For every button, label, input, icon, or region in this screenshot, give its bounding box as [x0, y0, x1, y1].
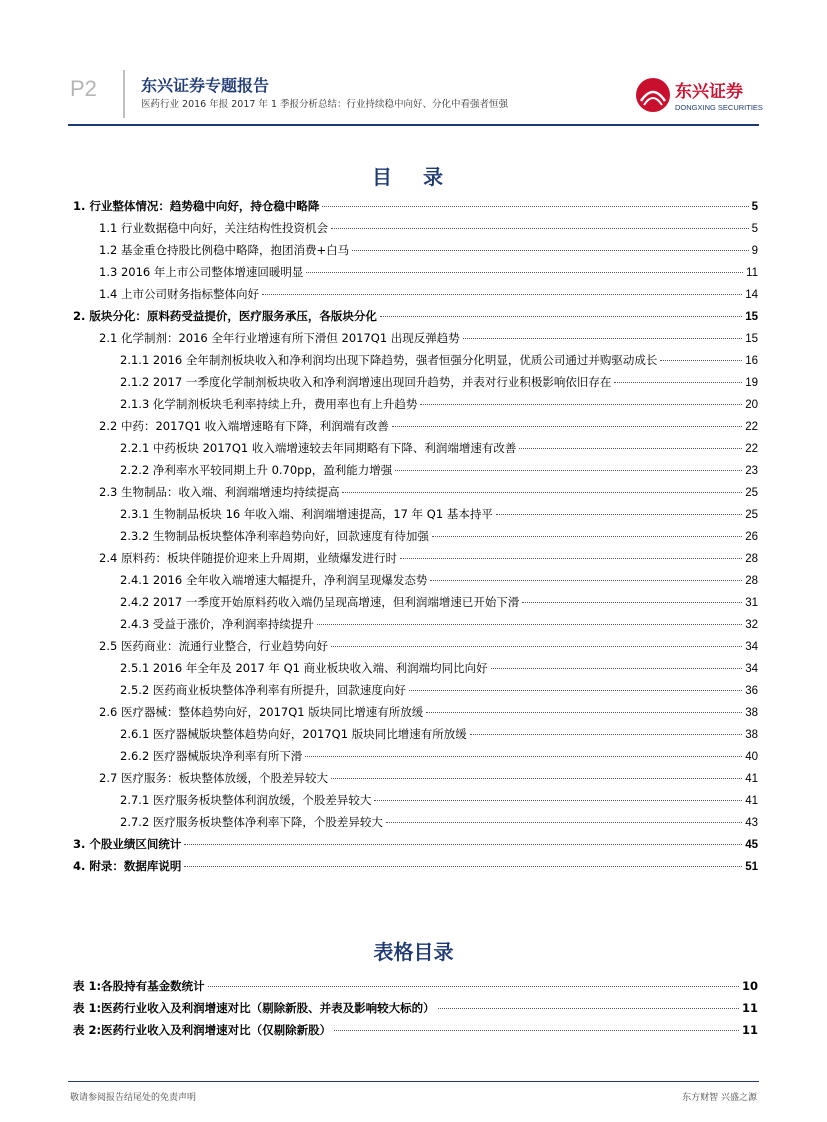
toc-page-number: 41 — [745, 795, 758, 807]
toc-leader-dots — [496, 502, 742, 515]
logo-text: 东兴证券 — [675, 82, 743, 102]
toc-page-number: 36 — [745, 685, 758, 697]
toc-leader-dots — [614, 370, 742, 383]
toc-leader-dots — [432, 524, 742, 537]
toc-page-number: 22 — [745, 421, 758, 433]
toc-entry[interactable] — [73, 415, 758, 437]
logo-subtext: DONGXING SECURITIES — [675, 103, 763, 112]
toc-leader-dots — [400, 546, 742, 559]
toc-page-number: 41 — [745, 773, 758, 785]
toc-page-number: 5 — [751, 223, 758, 235]
footer-rule — [68, 1081, 759, 1082]
toc-leader-dots — [430, 568, 742, 581]
toc-entry-text: 表 1:各股持有基金数统计 — [73, 979, 205, 993]
toc-page-number: 20 — [745, 399, 758, 411]
header-rule — [68, 124, 759, 126]
toc-entry-text: 1.4 上市公司财务指标整体向好 — [99, 287, 259, 301]
toc-entry-text: 2.7.2 医疗服务板块整体净利率下降，个股差异较大 — [120, 815, 383, 829]
toc-entry-text: 2.2.2 净利率水平较同期上升 0.70pp，盈利能力增强 — [120, 463, 393, 477]
toc-leader-dots — [305, 744, 742, 757]
header-divider — [123, 70, 125, 118]
toc-leader-dots — [342, 480, 742, 493]
page-number: P2 — [70, 76, 97, 101]
toc-entry-text: 2.7 医疗服务：板块整体放缓，个股差异较大 — [99, 771, 328, 785]
toc-page-number: 26 — [745, 531, 758, 543]
report-title: 东兴证券专题报告 — [141, 76, 270, 95]
toc-entry[interactable] — [73, 723, 758, 745]
toc-entry[interactable] — [73, 261, 758, 283]
toc-leader-dots — [392, 414, 742, 427]
toc-entry[interactable] — [73, 833, 758, 855]
toc-leader-dots — [380, 304, 742, 317]
toc-entry-text: 2.1.2 2017 一季度化学制剂板块收入和净利润增速出现回升趋势，并表对行业积极影响依旧存在 — [120, 375, 612, 389]
toc-entry[interactable] — [73, 591, 758, 613]
toc-entry-text: 2.5.2 医药商业板块整体净利率有所提升，回款速度向好 — [120, 683, 406, 697]
toc-leader-dots — [426, 700, 742, 713]
toc-entry[interactable] — [73, 195, 758, 217]
toc-leader-dots — [386, 810, 742, 823]
toc-entry-text: 表 2:医药行业收入及利润增速对比（仅剔除新股） — [73, 1023, 332, 1037]
toc-entry[interactable] — [73, 635, 758, 657]
toc-page-number: 38 — [745, 707, 758, 719]
toc-entry[interactable] — [73, 437, 758, 459]
toc-entry[interactable] — [73, 855, 758, 877]
toc-entry-text: 2.4.3 受益于涨价，净利润率持续提升 — [120, 617, 314, 631]
toc-page-number: 25 — [745, 509, 758, 521]
toc-leader-dots — [317, 612, 742, 625]
toc-entry-text: 4. 附录：数据库说明 — [73, 859, 182, 873]
toc-entry[interactable] — [73, 997, 758, 1019]
toc-entry-text: 1.1 行业数据稳中向好，关注结构性投资机会 — [99, 221, 328, 235]
toc-entry[interactable] — [73, 525, 758, 547]
toc-leader-dots — [331, 634, 742, 647]
toc-entry-text: 1. 行业整体情况：趋势稳中向好，持仓稳中略降 — [73, 199, 320, 213]
toc-entry[interactable] — [73, 1019, 758, 1041]
toc-entry[interactable] — [73, 767, 758, 789]
table-of-contents — [73, 195, 758, 877]
toc-leader-dots — [519, 436, 742, 449]
toc-entry-text: 2.4 原料药：板块伴随提价迎来上升周期，业绩爆发进行时 — [99, 551, 397, 565]
toc-page-number: 9 — [751, 245, 758, 257]
toc-page-number: 40 — [745, 751, 758, 763]
toc-page-number: 5 — [751, 201, 758, 213]
footer-slogan: 东方财智 兴盛之源 — [682, 1093, 757, 1103]
toc-entry-text: 2.7.1 医疗服务板块整体利润放缓，个股差异较大 — [120, 793, 372, 807]
toc-entry-text: 2. 版块分化：原料药受益提价，医疗服务承压，各版块分化 — [73, 309, 377, 323]
toc-leader-dots — [184, 832, 742, 845]
toc-entry[interactable] — [73, 613, 758, 635]
toc-page-number: 11 — [746, 267, 758, 279]
toc-leader-dots — [331, 766, 742, 779]
toc-entry-text: 2.2.1 中药板块 2017Q1 收入端增速较去年同期略有下降、利润端增速有改善 — [120, 441, 517, 455]
toc-entry[interactable] — [73, 305, 758, 327]
toc-page-number: 23 — [745, 465, 758, 477]
toc-page-number: 16 — [745, 355, 758, 367]
toc-page-number: 22 — [745, 443, 758, 455]
toc-leader-dots — [322, 194, 748, 207]
toc-page-number: 11 — [741, 1023, 758, 1037]
toc-leader-dots — [470, 722, 742, 735]
toc-entry[interactable] — [73, 217, 758, 239]
toc-entry[interactable] — [73, 327, 758, 349]
toc-leader-dots — [395, 458, 742, 471]
toc-page-number: 10 — [741, 979, 758, 993]
toc-entry-text: 2.3.2 生物制品板块整体净利率趋势向好，回款速度有待加强 — [120, 529, 429, 543]
toc-entry-text: 2.1 化学制剂：2016 全年行业增速有所下滑但 2017Q1 出现反弹趋势 — [99, 331, 460, 345]
toc-entry[interactable] — [73, 657, 758, 679]
toc-leader-dots — [184, 854, 742, 867]
toc-entry[interactable] — [73, 393, 758, 415]
toc-page-number: 51 — [745, 861, 758, 873]
toc-leader-dots — [262, 282, 742, 295]
toc-leader-dots — [334, 1018, 739, 1031]
toc-page-number: 15 — [745, 333, 758, 345]
toc-leader-dots — [306, 260, 743, 273]
toc-leader-dots — [438, 996, 739, 1009]
toc-entry-text: 2.3.1 生物制品板块 16 年收入端、利润端增速提高，17 年 Q1 基本持平 — [120, 507, 493, 521]
toc-page-number: 34 — [745, 641, 758, 653]
toc-entry-text: 2.6.2 医疗器械版块净利率有所下滑 — [120, 749, 303, 763]
toc-entry[interactable] — [73, 975, 758, 997]
table-of-tables — [73, 975, 758, 1041]
logo-emblem-icon — [636, 78, 670, 112]
toc-leader-dots — [491, 656, 743, 669]
toc-entry[interactable] — [73, 701, 758, 723]
toc-leader-dots — [660, 348, 742, 361]
toc-page-number: 43 — [745, 817, 758, 829]
toc-entry-text: 2.1.1 2016 全年制剂板块收入和净利润均出现下降趋势，强者恒强分化明显，优质公司通过并购驱动成长 — [120, 353, 658, 367]
toc-page-number: 32 — [745, 619, 758, 631]
toc-entry-text: 1.3 2016 年上市公司整体增速回暖明显 — [99, 265, 304, 279]
toc-page-number: 34 — [745, 663, 758, 675]
toc-leader-dots — [331, 216, 749, 229]
toc-entry-text: 2.4.1 2016 全年收入端增速大幅提升，净利润呈现爆发态势 — [120, 573, 428, 587]
toc-entry[interactable] — [73, 371, 758, 393]
toc-entry[interactable] — [73, 811, 758, 833]
toc-entry[interactable] — [73, 547, 758, 569]
toc-leader-dots — [374, 788, 742, 801]
toc-leader-dots — [208, 974, 739, 987]
toc-title: 目 录 — [372, 165, 455, 189]
toc-entry-text: 1.2 基金重仓持股比例稳中略降，抱团消费+白马 — [99, 243, 350, 257]
toc-entry-text: 2.6.1 医疗器械版块整体趋势向好，2017Q1 版块同比增速有所放缓 — [120, 727, 467, 741]
toc-entry[interactable] — [73, 459, 758, 481]
toc-page-number: 14 — [745, 289, 758, 301]
toc-page-number: 15 — [745, 311, 758, 323]
toc-entry-text: 2.5.1 2016 年全年及 2017 年 Q1 商业板块收入端、利润端均同比向好 — [120, 661, 488, 675]
report-subtitle: 医药行业 2016 年报 2017 年 1 季报分析总结：行业持续稳中向好、分化中看强者恒强 — [141, 99, 509, 110]
toc-entry[interactable] — [73, 745, 758, 767]
toc-page-number: 11 — [741, 1001, 758, 1015]
toc-leader-dots — [352, 238, 749, 251]
footer-disclaimer: 敬请参阅报告结尾处的免责声明 — [70, 1093, 197, 1103]
toc-entry[interactable] — [73, 283, 758, 305]
toc-page-number: 28 — [745, 553, 758, 565]
toc-leader-dots — [420, 392, 742, 405]
toc-leader-dots — [463, 326, 742, 339]
toc-entry-text: 表 1:医药行业收入及利润增速对比（剔除新股、并表及影响较大标的） — [73, 1001, 435, 1015]
toc-entry[interactable] — [73, 481, 758, 503]
toc-entry-text: 2.2 中药：2017Q1 收入端增速略有下降，利润端有改善 — [99, 419, 389, 433]
company-logo — [633, 73, 763, 117]
toc-page-number: 31 — [745, 597, 758, 609]
toc-entry[interactable] — [73, 239, 758, 261]
toc-entry[interactable] — [73, 569, 758, 591]
toc-page-number: 28 — [745, 575, 758, 587]
toc-entry-text: 2.5 医药商业：流通行业整合，行业趋势向好 — [99, 639, 328, 653]
toc-entry[interactable] — [73, 789, 758, 811]
table-toc-title: 表格目录 — [373, 940, 454, 964]
toc-page-number: 25 — [745, 487, 758, 499]
toc-entry[interactable] — [73, 503, 758, 525]
toc-entry-text: 3. 个股业绩区间统计 — [73, 837, 182, 851]
toc-page-number: 19 — [745, 377, 758, 389]
toc-leader-dots — [522, 590, 742, 603]
toc-entry-text: 2.1.3 化学制剂板块毛利率持续上升，费用率也有上升趋势 — [120, 397, 418, 411]
toc-page-number: 38 — [745, 729, 758, 741]
toc-entry-text: 2.4.2 2017 一季度开始原料药收入端仍呈现高增速，但利润端增速已开始下滑 — [120, 595, 520, 609]
toc-entry[interactable] — [73, 679, 758, 701]
toc-leader-dots — [409, 678, 742, 691]
toc-entry[interactable] — [73, 349, 758, 371]
toc-entry-text: 2.3 生物制品：收入端、利润端增速均持续提高 — [99, 485, 340, 499]
toc-entry-text: 2.6 医疗器械：整体趋势向好，2017Q1 版块同比增速有所放缓 — [99, 705, 424, 719]
toc-page-number: 45 — [745, 839, 758, 851]
